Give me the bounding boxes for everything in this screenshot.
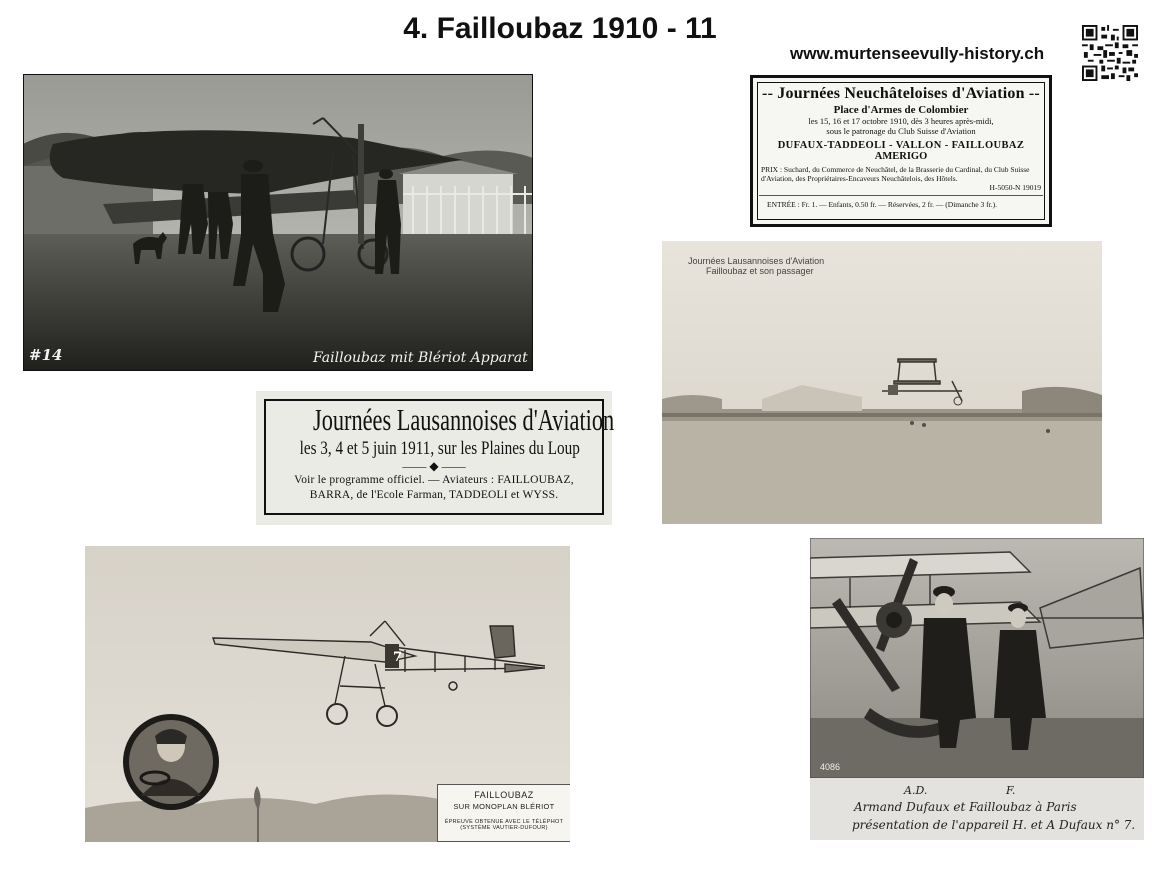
postcard-bleriot-note-1: ÉPREUVE OBTENUE AVEC LE TÉLÉPHOT bbox=[444, 819, 564, 825]
ad-lausanne-program-1: Voir le programme officiel. — Aviateurs : FAILLOUBAZ, bbox=[294, 474, 574, 486]
photo-paris-caption-1: Armand Dufaux et Failloubaz à Paris bbox=[854, 800, 1077, 814]
ad-lausanne-frame bbox=[264, 399, 615, 515]
photo-paris-initials-left: A.D. bbox=[904, 784, 928, 797]
postcard-bleriot-note-2: (SYSTÈME VAUTIER-DUFOUR) bbox=[460, 825, 548, 831]
ad-neuchatel-aviators-2: AMERIGO bbox=[874, 151, 928, 162]
ad-lausanne-ornament: —— ◆ —— bbox=[402, 459, 466, 473]
postcard-bleriot-name: FAILLOUBAZ bbox=[474, 790, 534, 800]
ad-lausanne bbox=[256, 391, 615, 525]
plane-number: 7 bbox=[393, 650, 403, 665]
paris-photo bbox=[810, 538, 1144, 778]
ad-neuchatel-place: Place d'Armes de Colombier bbox=[833, 104, 969, 116]
ad-neuchatel-prix: PRIX : Suchard, du Commerce de Neuchâtel, de la Brasserie du Cardinal, du Club Suisse d'Aviation, des Propriétaires-Encaveurs Neuchâtelois, des Hôtels. bbox=[761, 165, 1030, 183]
postcard-lausanne-caption-2: Failloubaz et son passager bbox=[706, 266, 814, 276]
ad-neuchatel-dates: les 15, 16 et 17 octobre 1910, dès 3 heures après-midi, bbox=[808, 116, 994, 126]
ad-lausanne-program-2: BARRA, de l'Ecole Farman, TADDEOLI et WYSS. bbox=[309, 489, 559, 501]
bleriot-hangar-photo bbox=[23, 74, 533, 371]
ad-neuchatel-heading: -- Journées Neuchâteloises d'Aviation -- bbox=[762, 85, 1040, 102]
postcard-bleriot-sub: SUR MONOPLAN BLÉRIOT bbox=[453, 802, 555, 811]
ad-neuchatel-entree: ENTRÉE : Fr. 1. — Enfants, 0.50 fr. — Réservées, 2 fr. — (Dimanche 3 fr.). bbox=[759, 195, 1043, 209]
postcard-bleriot-caption-box bbox=[437, 784, 570, 842]
website-url[interactable]: www.murtenseevully-history.ch bbox=[790, 44, 1045, 63]
ad-neuchatel-frame bbox=[757, 82, 1045, 220]
photo1-caption: Failloubaz mit Blériot Apparat bbox=[313, 350, 528, 366]
postcard-lausanne-flight bbox=[662, 241, 1102, 524]
photo-paris-initials-right: F. bbox=[1006, 784, 1016, 797]
photo-bleriot-hangar bbox=[23, 74, 533, 371]
photo-paris-dufaux bbox=[810, 538, 1144, 840]
ad-neuchatel-ref: H-5050-N 19019 bbox=[989, 183, 1041, 192]
page-title: 4. Failloubaz 1910 - 11 bbox=[403, 12, 717, 45]
postcard-lausanne-caption-1: Journées Lausannoises d'Aviation bbox=[688, 256, 825, 266]
qr-code-icon bbox=[1082, 25, 1138, 81]
photo-paris-number: 4086 bbox=[820, 762, 841, 772]
postcard-bleriot-monoplane bbox=[85, 546, 570, 842]
photo1-number: #14 bbox=[29, 346, 63, 364]
photo-paris-caption-2: présentation de l'appareil H. et A Dufaux n° 7. bbox=[852, 818, 1136, 832]
lausanne-postcard-photo bbox=[662, 241, 1102, 524]
ad-neuchatel-patronage: sous le patronage du Club Suisse d'Aviation bbox=[826, 126, 976, 136]
ad-neuchatel-aviators: DUFAUX-TADDEOLI - VALLON - FAILLOUBAZ bbox=[777, 140, 1025, 151]
ad-neuchatel bbox=[750, 75, 1052, 227]
ad-lausanne-heading: Journées Lausannoises d'Aviation bbox=[313, 402, 615, 437]
ad-lausanne-dates: les 3, 4 et 5 juin 1911, sur les Plaines du Loup bbox=[299, 438, 580, 459]
